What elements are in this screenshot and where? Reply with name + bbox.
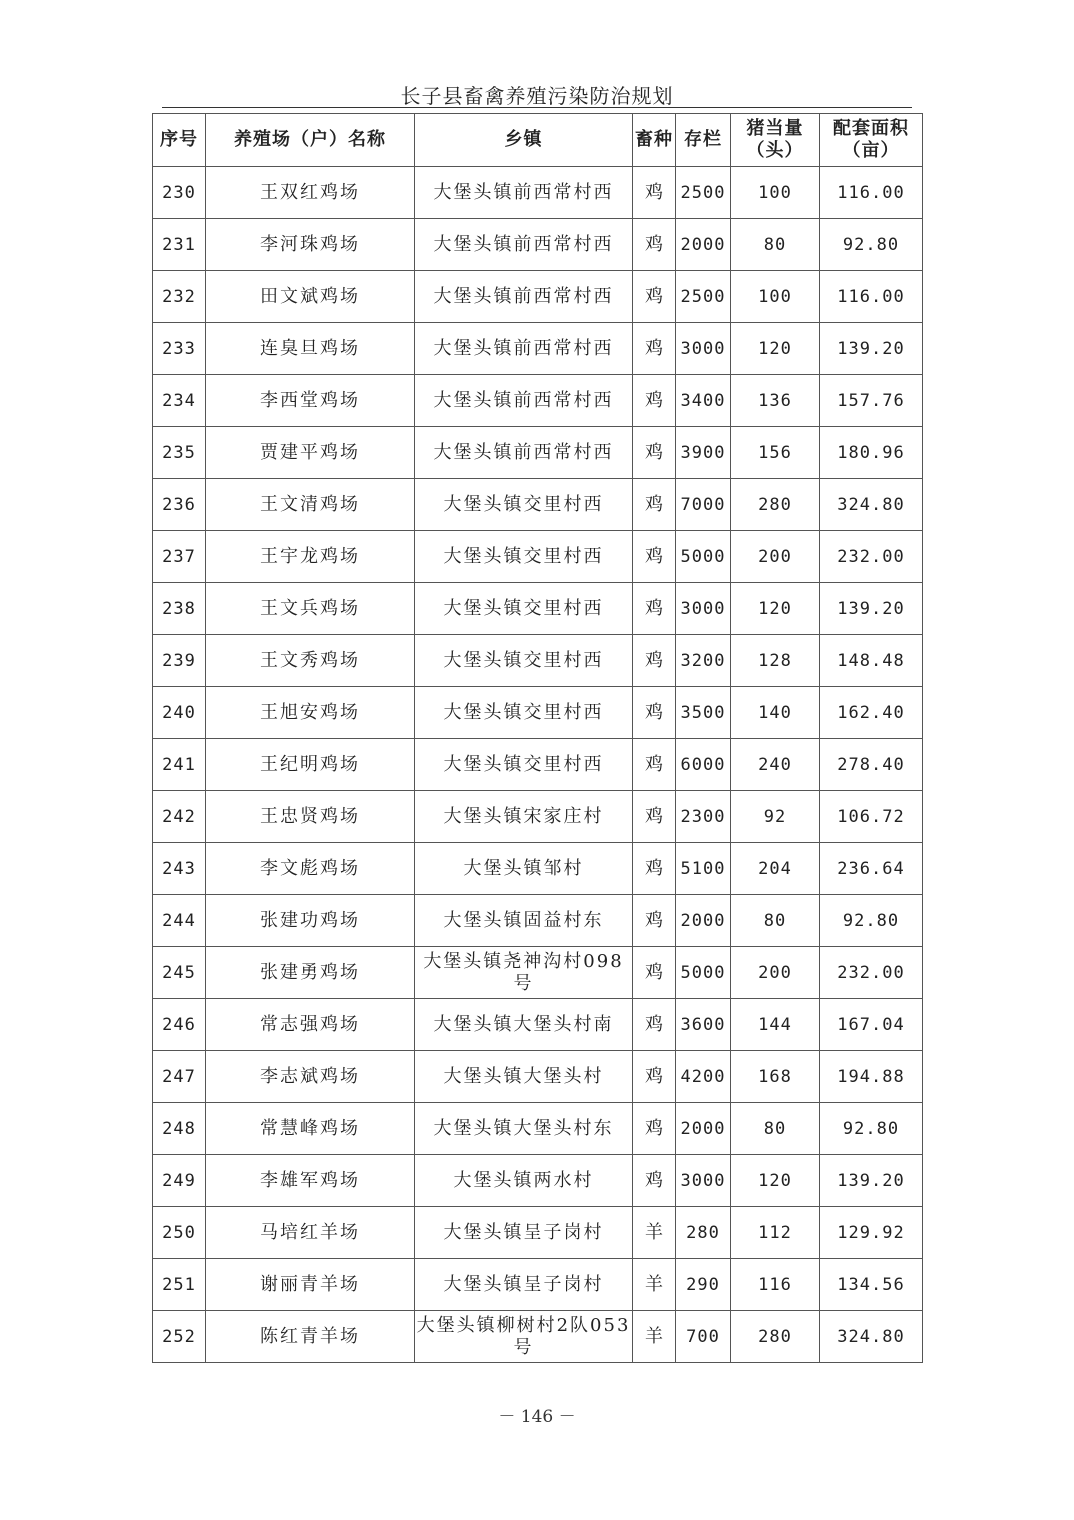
stock-count-cell: 5100: [676, 843, 731, 895]
page-number: － 146 －: [498, 1407, 576, 1427]
town-cell: 大堡头镇前西常村西: [415, 323, 633, 375]
farm-name-cell: 王忠贤鸡场: [206, 791, 415, 843]
town-cell: 大堡头镇交里村西: [415, 739, 633, 791]
stock-count-cell: 4200: [676, 1051, 731, 1103]
column-header: 乡镇: [415, 114, 633, 167]
town-cell: 大堡头镇前西常村西: [415, 271, 633, 323]
town-cell: 大堡头镇呈子岗村: [415, 1207, 633, 1259]
farm-name-cell: 陈红青羊场: [206, 1311, 415, 1363]
stock-count-cell: 3000: [676, 1155, 731, 1207]
livestock-type-cell: 鸡: [633, 1155, 676, 1207]
supporting-area-cell: 232.00: [820, 531, 923, 583]
pig-equivalent-cell: 80: [731, 895, 820, 947]
farm-name-cell: 常慧峰鸡场: [206, 1103, 415, 1155]
row-index-cell: 252: [153, 1311, 206, 1363]
livestock-type-cell: 鸡: [633, 271, 676, 323]
table-row: [153, 947, 923, 999]
supporting-area-cell: 324.80: [820, 479, 923, 531]
farm-name-cell: 李河珠鸡场: [206, 219, 415, 271]
farm-name-cell: 王双红鸡场: [206, 167, 415, 219]
column-header: 配套面积（亩）: [820, 114, 923, 167]
pig-equivalent-cell: 144: [731, 999, 820, 1051]
town-cell: 大堡头镇交里村西: [415, 687, 633, 739]
table-row: [153, 1155, 923, 1207]
row-index-cell: 247: [153, 1051, 206, 1103]
livestock-type-cell: 鸡: [633, 1103, 676, 1155]
livestock-type-cell: 鸡: [633, 1051, 676, 1103]
table-row: [153, 1051, 923, 1103]
pig-equivalent-cell: 240: [731, 739, 820, 791]
table-row: [153, 791, 923, 843]
livestock-type-cell: 鸡: [633, 635, 676, 687]
livestock-type-cell: 羊: [633, 1311, 676, 1363]
row-index-cell: 232: [153, 271, 206, 323]
stock-count-cell: 2000: [676, 1103, 731, 1155]
town-cell: 大堡头镇交里村西: [415, 583, 633, 635]
table-row: [153, 895, 923, 947]
row-index-cell: 248: [153, 1103, 206, 1155]
table-row: [153, 1103, 923, 1155]
farm-name-cell: 田文斌鸡场: [206, 271, 415, 323]
supporting-area-cell: 180.96: [820, 427, 923, 479]
farm-name-cell: 李雄军鸡场: [206, 1155, 415, 1207]
livestock-type-cell: 鸡: [633, 583, 676, 635]
column-header: 养殖场（户）名称: [206, 114, 415, 167]
supporting-area-cell: 139.20: [820, 323, 923, 375]
stock-count-cell: 2000: [676, 895, 731, 947]
town-cell: 大堡头镇大堡头村东: [415, 1103, 633, 1155]
farm-name-cell: 李西堂鸡场: [206, 375, 415, 427]
town-cell: 大堡头镇交里村西: [415, 479, 633, 531]
town-cell: 大堡头镇大堡头村: [415, 1051, 633, 1103]
row-index-cell: 236: [153, 479, 206, 531]
farm-name-cell: 王文秀鸡场: [206, 635, 415, 687]
livestock-type-cell: 鸡: [633, 323, 676, 375]
column-header: 畜种: [633, 114, 676, 167]
pig-equivalent-cell: 80: [731, 1103, 820, 1155]
table-row: [153, 1207, 923, 1259]
livestock-type-cell: 鸡: [633, 687, 676, 739]
town-cell: 大堡头镇前西常村西: [415, 427, 633, 479]
farm-name-cell: 马培红羊场: [206, 1207, 415, 1259]
stock-count-cell: 2000: [676, 219, 731, 271]
livestock-type-cell: 羊: [633, 1259, 676, 1311]
row-index-cell: 234: [153, 375, 206, 427]
stock-count-cell: 3400: [676, 375, 731, 427]
table-row: [153, 531, 923, 583]
table-row: [153, 739, 923, 791]
livestock-type-cell: 鸡: [633, 219, 676, 271]
pig-equivalent-cell: 156: [731, 427, 820, 479]
pig-equivalent-cell: 200: [731, 947, 820, 999]
row-index-cell: 238: [153, 583, 206, 635]
supporting-area-cell: 157.76: [820, 375, 923, 427]
supporting-area-cell: 324.80: [820, 1311, 923, 1363]
stock-count-cell: 700: [676, 1311, 731, 1363]
stock-count-cell: 3000: [676, 583, 731, 635]
livestock-type-cell: 鸡: [633, 427, 676, 479]
supporting-area-cell: 194.88: [820, 1051, 923, 1103]
row-index-cell: 233: [153, 323, 206, 375]
table-row: [153, 219, 923, 271]
supporting-area-cell: 134.56: [820, 1259, 923, 1311]
pig-equivalent-cell: 204: [731, 843, 820, 895]
stock-count-cell: 280: [676, 1207, 731, 1259]
row-index-cell: 245: [153, 947, 206, 999]
column-header: 序号: [153, 114, 206, 167]
supporting-area-cell: 129.92: [820, 1207, 923, 1259]
row-index-cell: 246: [153, 999, 206, 1051]
pig-equivalent-cell: 120: [731, 1155, 820, 1207]
supporting-area-cell: 139.20: [820, 583, 923, 635]
supporting-area-cell: 92.80: [820, 895, 923, 947]
farm-name-cell: 李文彪鸡场: [206, 843, 415, 895]
town-cell: 大堡头镇宋家庄村: [415, 791, 633, 843]
row-index-cell: 235: [153, 427, 206, 479]
pig-equivalent-cell: 100: [731, 167, 820, 219]
farm-table: [152, 113, 923, 1363]
column-header: 猪当量（头）: [731, 114, 820, 167]
pig-equivalent-cell: 136: [731, 375, 820, 427]
pig-equivalent-cell: 168: [731, 1051, 820, 1103]
livestock-type-cell: 鸡: [633, 375, 676, 427]
supporting-area-cell: 148.48: [820, 635, 923, 687]
stock-count-cell: 3500: [676, 687, 731, 739]
town-cell: 大堡头镇前西常村西: [415, 375, 633, 427]
pig-equivalent-cell: 116: [731, 1259, 820, 1311]
town-cell: 大堡头镇邹村: [415, 843, 633, 895]
header-divider: [162, 107, 912, 108]
farm-name-cell: 常志强鸡场: [206, 999, 415, 1051]
pig-equivalent-cell: 280: [731, 1311, 820, 1363]
town-cell: 大堡头镇交里村西: [415, 635, 633, 687]
town-cell: 大堡头镇大堡头村南: [415, 999, 633, 1051]
table-row: [153, 479, 923, 531]
livestock-type-cell: 鸡: [633, 843, 676, 895]
table-row: [153, 999, 923, 1051]
town-cell: 大堡头镇呈子岗村: [415, 1259, 633, 1311]
town-cell: 大堡头镇柳树村2队053号: [415, 1311, 633, 1363]
row-index-cell: 237: [153, 531, 206, 583]
row-index-cell: 230: [153, 167, 206, 219]
livestock-type-cell: 鸡: [633, 791, 676, 843]
livestock-type-cell: 羊: [633, 1207, 676, 1259]
supporting-area-cell: 167.04: [820, 999, 923, 1051]
livestock-type-cell: 鸡: [633, 479, 676, 531]
livestock-type-cell: 鸡: [633, 947, 676, 999]
stock-count-cell: 7000: [676, 479, 731, 531]
supporting-area-cell: 232.00: [820, 947, 923, 999]
pig-equivalent-cell: 280: [731, 479, 820, 531]
stock-count-cell: 2500: [676, 167, 731, 219]
pig-equivalent-cell: 120: [731, 583, 820, 635]
document-header-title: 长子县畜禽养殖污染防治规划: [400, 84, 674, 108]
farm-name-cell: 贾建平鸡场: [206, 427, 415, 479]
stock-count-cell: 6000: [676, 739, 731, 791]
row-index-cell: 249: [153, 1155, 206, 1207]
farm-name-cell: 王纪明鸡场: [206, 739, 415, 791]
row-index-cell: 244: [153, 895, 206, 947]
farm-name-cell: 张建功鸡场: [206, 895, 415, 947]
supporting-area-cell: 162.40: [820, 687, 923, 739]
supporting-area-cell: 106.72: [820, 791, 923, 843]
stock-count-cell: 3000: [676, 323, 731, 375]
pig-equivalent-cell: 100: [731, 271, 820, 323]
table-row: [153, 1259, 923, 1311]
table-row: [153, 427, 923, 479]
row-index-cell: 242: [153, 791, 206, 843]
supporting-area-cell: 92.80: [820, 219, 923, 271]
pig-equivalent-cell: 80: [731, 219, 820, 271]
town-cell: 大堡头镇前西常村西: [415, 219, 633, 271]
farm-name-cell: 谢丽青羊场: [206, 1259, 415, 1311]
table-row: [153, 167, 923, 219]
table-row: [153, 635, 923, 687]
town-cell: 大堡头镇尧神沟村098号: [415, 947, 633, 999]
supporting-area-cell: 278.40: [820, 739, 923, 791]
table-row: [153, 583, 923, 635]
row-index-cell: 251: [153, 1259, 206, 1311]
table-row: [153, 843, 923, 895]
table-header-row: [153, 114, 923, 167]
stock-count-cell: 3900: [676, 427, 731, 479]
farm-name-cell: 李志斌鸡场: [206, 1051, 415, 1103]
town-cell: 大堡头镇固益村东: [415, 895, 633, 947]
livestock-type-cell: 鸡: [633, 531, 676, 583]
pig-equivalent-cell: 140: [731, 687, 820, 739]
supporting-area-cell: 92.80: [820, 1103, 923, 1155]
supporting-area-cell: 116.00: [820, 271, 923, 323]
row-index-cell: 241: [153, 739, 206, 791]
supporting-area-cell: 139.20: [820, 1155, 923, 1207]
stock-count-cell: 2300: [676, 791, 731, 843]
town-cell: 大堡头镇交里村西: [415, 531, 633, 583]
table-row: [153, 271, 923, 323]
town-cell: 大堡头镇两水村: [415, 1155, 633, 1207]
stock-count-cell: 3200: [676, 635, 731, 687]
row-index-cell: 239: [153, 635, 206, 687]
livestock-type-cell: 鸡: [633, 739, 676, 791]
supporting-area-cell: 116.00: [820, 167, 923, 219]
farm-name-cell: 王文清鸡场: [206, 479, 415, 531]
pig-equivalent-cell: 112: [731, 1207, 820, 1259]
farm-name-cell: 王旭安鸡场: [206, 687, 415, 739]
table-row: [153, 687, 923, 739]
stock-count-cell: 2500: [676, 271, 731, 323]
stock-count-cell: 5000: [676, 531, 731, 583]
stock-count-cell: 290: [676, 1259, 731, 1311]
town-cell: 大堡头镇前西常村西: [415, 167, 633, 219]
table-row: [153, 1311, 923, 1363]
table-row: [153, 323, 923, 375]
pig-equivalent-cell: 200: [731, 531, 820, 583]
row-index-cell: 231: [153, 219, 206, 271]
table-body: [153, 167, 923, 1363]
stock-count-cell: 5000: [676, 947, 731, 999]
pig-equivalent-cell: 128: [731, 635, 820, 687]
livestock-type-cell: 鸡: [633, 895, 676, 947]
supporting-area-cell: 236.64: [820, 843, 923, 895]
row-index-cell: 250: [153, 1207, 206, 1259]
livestock-type-cell: 鸡: [633, 167, 676, 219]
pig-equivalent-cell: 92: [731, 791, 820, 843]
farm-name-cell: 连臭旦鸡场: [206, 323, 415, 375]
column-header: 存栏: [676, 114, 731, 167]
stock-count-cell: 3600: [676, 999, 731, 1051]
row-index-cell: 240: [153, 687, 206, 739]
farm-name-cell: 张建勇鸡场: [206, 947, 415, 999]
farm-name-cell: 王宇龙鸡场: [206, 531, 415, 583]
table-row: [153, 375, 923, 427]
row-index-cell: 243: [153, 843, 206, 895]
livestock-type-cell: 鸡: [633, 999, 676, 1051]
pig-equivalent-cell: 120: [731, 323, 820, 375]
farm-name-cell: 王文兵鸡场: [206, 583, 415, 635]
